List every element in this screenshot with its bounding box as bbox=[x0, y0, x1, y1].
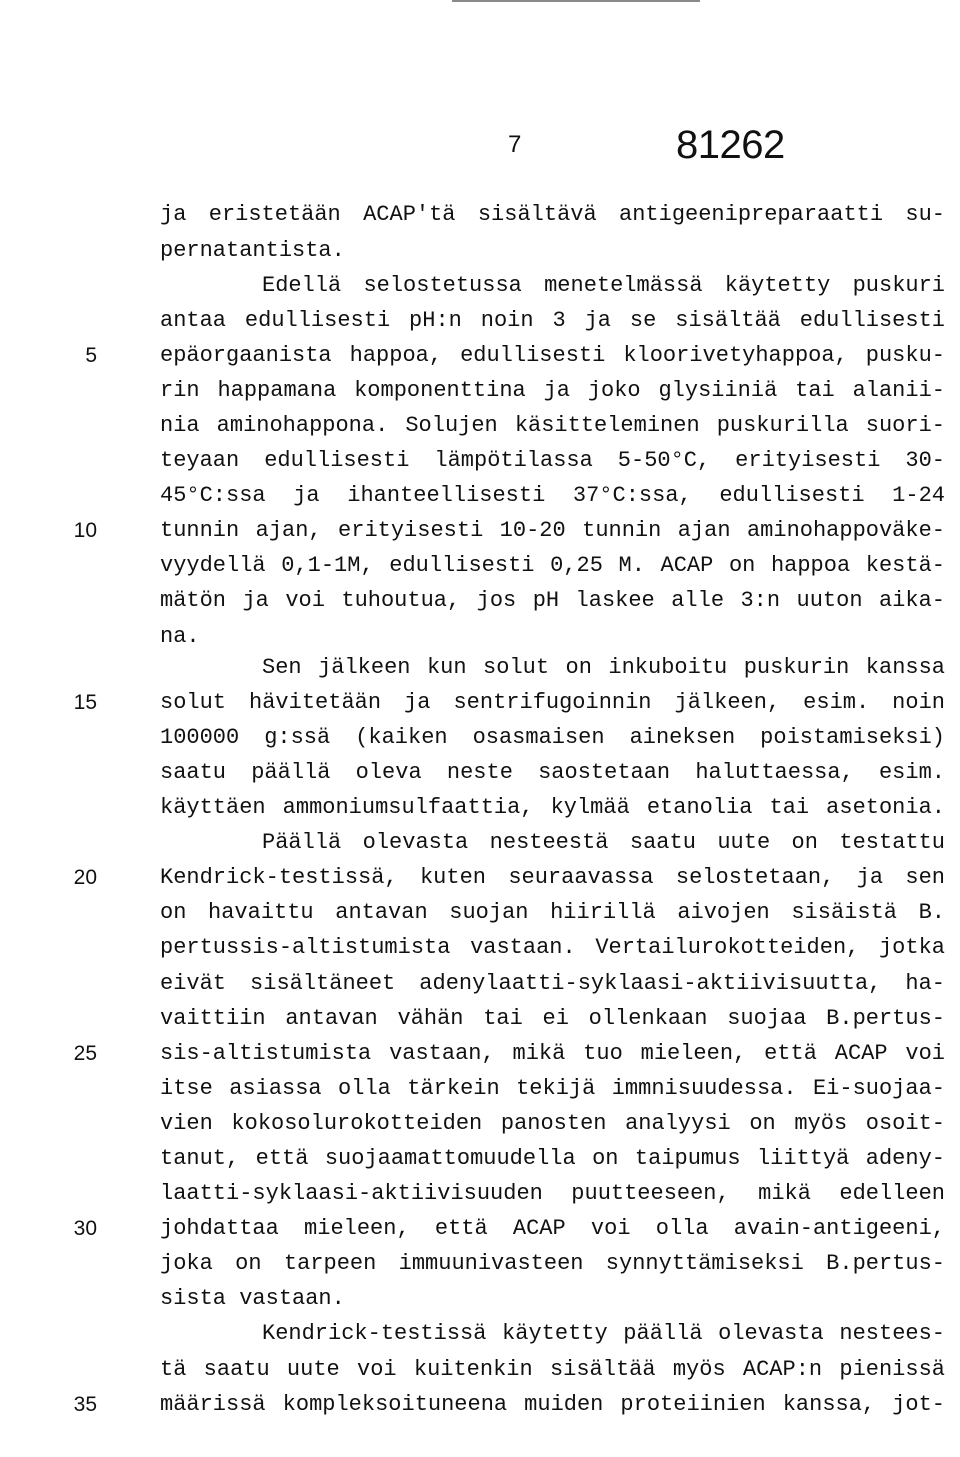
text-line: rin happamana komponenttina ja joko glysiiniä tai alanii- bbox=[160, 377, 945, 403]
text-line: solut hävitetään ja sentrifugoinnin jälkeen, esim. noin bbox=[160, 689, 945, 715]
numbered-line bbox=[73, 860, 945, 895]
text-line: on havaittu antavan suojan hiirillä aivojen sisäistä B. bbox=[160, 900, 945, 926]
paragraph bbox=[73, 650, 945, 825]
text-line: saatu päällä oleva neste saostetaan haluttaessa, esim. bbox=[160, 759, 945, 785]
text-line: 100000 g:ssä (kaiken osasmaisen aineksen poistamiseksi) bbox=[160, 724, 945, 750]
text-line: sis-altistumista vastaan, mikä tuo mieleen, että ACAP voi bbox=[160, 1040, 945, 1066]
text-line: vaittiin antavan vähän tai ei ollenkaan suojaa B.pertus- bbox=[160, 1005, 945, 1031]
text-line: laatti-syklaasi-aktiivisuuden puutteeseen, mikä edelleen bbox=[160, 1181, 945, 1207]
line-number: 30 bbox=[73, 1217, 97, 1241]
text-line: sista vastaan. bbox=[160, 1286, 345, 1312]
line-number: 15 bbox=[73, 690, 97, 714]
text-line: antaa edullisesti pH:n noin 3 ja se sisältää edullisesti bbox=[160, 307, 945, 333]
text-line: 45°C:ssa ja ihanteellisesti 37°C:ssa, edullisesti 1-24 bbox=[160, 483, 945, 509]
text-line: ja eristetään ACAP'tä sisältävä antigeenipreparaatti su- bbox=[160, 202, 945, 228]
text-line: käyttäen ammoniumsulfaattia, kylmää etanolia tai asetonia. bbox=[160, 795, 945, 821]
line-number: 5 bbox=[85, 343, 97, 367]
body-text bbox=[73, 197, 945, 1421]
text-line: eivät sisältäneet adenylaatti-syklaasi-aktiivisuutta, ha- bbox=[160, 970, 945, 996]
text-line: teyaan edullisesti lämpötilassa 5-50°C, erityisesti 30- bbox=[160, 448, 945, 474]
text-line: johdattaa mieleen, että ACAP voi olla avain-antigeeni, bbox=[160, 1216, 945, 1242]
text-line: Edellä selostetussa menetelmässä käytetty puskuri bbox=[262, 272, 945, 298]
numbered-line bbox=[73, 685, 945, 720]
text-line: tanut, että suojaamattomuudella on taipumus liittyä adeny- bbox=[160, 1145, 945, 1171]
text-line: pertussis-altistumista vastaan. Vertailurokotteiden, jotka bbox=[160, 935, 945, 961]
numbered-line bbox=[73, 513, 945, 548]
text-line: vien kokosolurokotteiden panosten analyysi on myös osoit- bbox=[160, 1110, 945, 1136]
text-line: tunnin ajan, erityisesti 10-20 tunnin ajan aminohappoväke- bbox=[160, 518, 945, 544]
numbered-line bbox=[85, 338, 945, 373]
text-line: nia aminohappona. Solujen käsitteleminen puskurilla suori- bbox=[160, 413, 945, 438]
paragraph bbox=[73, 1316, 945, 1421]
numbered-line bbox=[73, 1211, 945, 1246]
text-line: na. bbox=[160, 623, 200, 649]
text-line: määrissä kompleksoituneena muiden proteiinien kanssa, jot- bbox=[160, 1391, 945, 1417]
text-line: epäorgaanista happoa, edullisesti kloorivetyhappoa, pusku- bbox=[160, 342, 945, 368]
text-line: pernatantista. bbox=[160, 237, 345, 263]
text-line: Sen jälkeen kun solut on inkuboitu puskurin kanssa bbox=[262, 654, 945, 680]
numbered-line bbox=[73, 1387, 945, 1422]
line-number: 25 bbox=[73, 1041, 97, 1065]
text-line: itse asiassa olla tärkein tekijä immnisuudessa. Ei-suojaa- bbox=[160, 1075, 945, 1101]
page-number: 7 bbox=[508, 131, 522, 158]
line-number: 20 bbox=[73, 866, 97, 890]
text-line: Kendrick-testissä käytetty päällä olevasta nestees- bbox=[262, 1321, 945, 1347]
text-line: joka on tarpeen immuunivasteen synnyttämiseksi B.pertus- bbox=[160, 1251, 945, 1277]
document-number: 81262 bbox=[676, 123, 785, 167]
line-number: 35 bbox=[73, 1392, 97, 1416]
numbered-line bbox=[73, 1036, 945, 1071]
scan-rule bbox=[452, 0, 700, 2]
paragraph bbox=[160, 197, 945, 267]
paragraph bbox=[73, 825, 945, 1316]
text-line: Kendrick-testissä, kuten seuraavassa selostetaan, ja sen bbox=[160, 865, 945, 891]
text-line: mätön ja voi tuhoutua, jos pH laskee alle 3:n uuton aika- bbox=[160, 588, 945, 614]
paragraph bbox=[73, 268, 945, 654]
text-line: vyydellä 0,1-1M, edullisesti 0,25 M. ACAP on happoa kestä- bbox=[160, 553, 945, 579]
text-line: tä saatu uute voi kuitenkin sisältää myös ACAP:n pienissä bbox=[160, 1356, 945, 1382]
text-line: Päällä olevasta nesteestä saatu uute on testattu bbox=[262, 830, 945, 856]
line-number: 10 bbox=[73, 519, 97, 543]
